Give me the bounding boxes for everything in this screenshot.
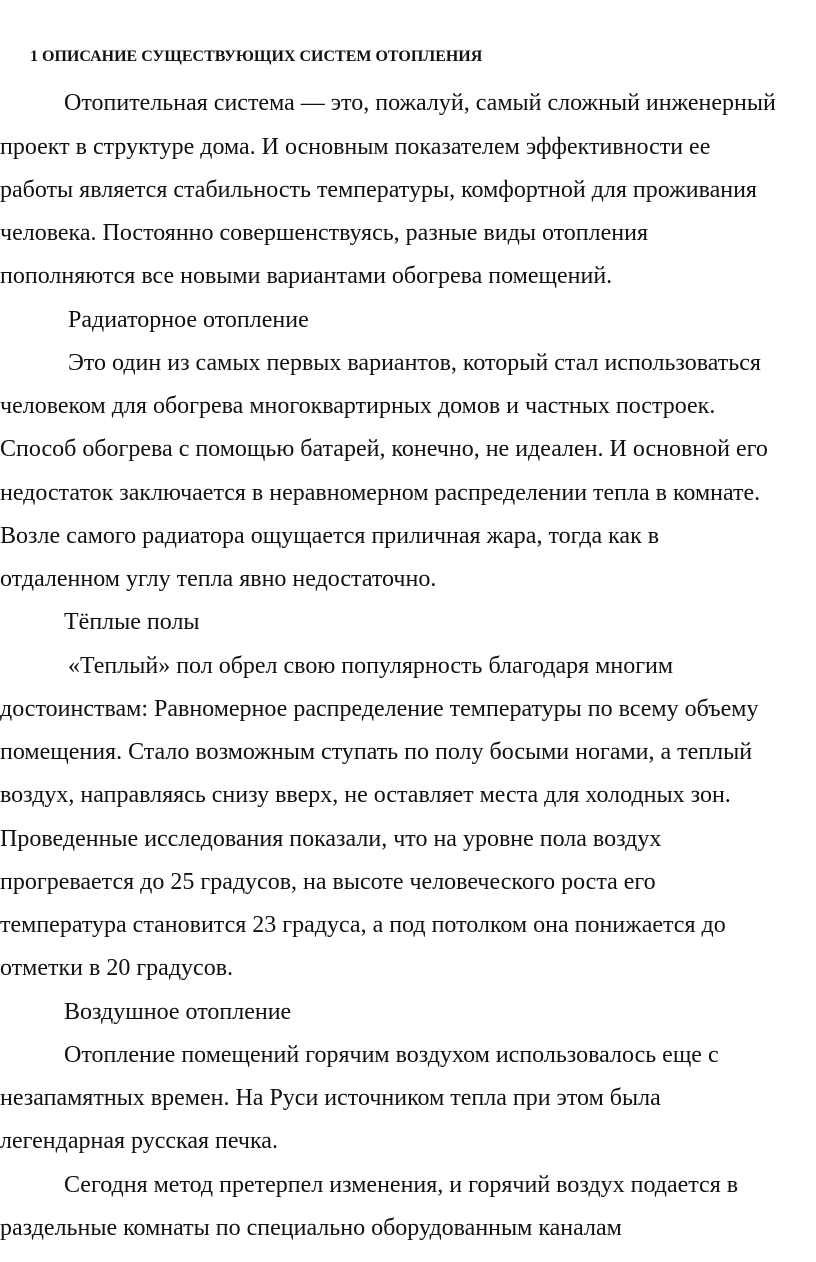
paragraph-line: Способ обогрева с помощью батарей, конечно, не идеален. И основной его — [0, 436, 768, 462]
paragraph-line: воздух, направляясь снизу вверх, не оставляет места для холодных зон. — [0, 782, 731, 808]
paragraph-line: температура становится 23 градуса, а под потолком она понижается до — [0, 912, 726, 938]
paragraph-line: прогревается до 25 градусов, на высоте человеческого роста его — [0, 869, 656, 895]
paragraph-line: Возле самого радиатора ощущается приличная жара, тогда как в — [0, 523, 660, 549]
section-heading-warm-floors: Тёплые полы — [64, 609, 200, 635]
document-heading: 1 ОПИСАНИЕ СУЩЕСТВУЮЩИХ СИСТЕМ ОТОПЛЕНИЯ — [30, 48, 483, 65]
paragraph-line: Отопление помещений горячим воздухом использовалось еще с — [64, 1042, 719, 1068]
paragraph-line: Сегодня метод претерпел изменения, и горячий воздух подается в — [64, 1172, 739, 1198]
paragraph-line: проект в структуре дома. И основным показателем эффективности ее — [0, 134, 711, 160]
paragraph-line: достоинствам: Равномерное распределение температуры по всему объему — [0, 696, 759, 722]
paragraph-line: отметки в 20 градусов. — [0, 955, 234, 981]
paragraph-line: легендарная русская печка. — [0, 1128, 278, 1154]
paragraph-line: недостаток заключается в неравномерном распределении тепла в комнате. — [0, 480, 761, 506]
paragraph-line: раздельные комнаты по специально оборудованным каналам — [0, 1215, 622, 1241]
paragraph-line: Проведенные исследования показали, что на уровне пола воздух — [0, 826, 662, 852]
paragraph-line: незапамятных времен. На Руси источником тепла при этом была — [0, 1085, 661, 1111]
section-heading-air-heating: Воздушное отопление — [64, 999, 292, 1025]
paragraph-line: человека. Постоянно совершенствуясь, разные виды отопления — [0, 220, 648, 246]
paragraph-line: отдаленном углу тепла явно недостаточно. — [0, 566, 437, 592]
paragraph-line: работы является стабильность температуры, комфортной для проживания — [0, 177, 757, 203]
section-heading-radiator: Радиаторное отопление — [68, 307, 309, 333]
paragraph-line: Отопительная система — это, пожалуй, самый сложный инженерный — [64, 90, 776, 116]
paragraph-line: Это один из самых первых вариантов, который стал использоваться — [68, 350, 761, 376]
paragraph-line: человеком для обогрева многоквартирных домов и частных построек. — [0, 393, 716, 419]
paragraph-line: помещения. Стало возможным ступать по полу босыми ногами, а теплый — [0, 739, 753, 765]
paragraph-line: «Теплый» пол обрел свою популярность благодаря многим — [68, 653, 674, 679]
paragraph-line: пополняются все новыми вариантами обогрева помещений. — [0, 263, 613, 289]
